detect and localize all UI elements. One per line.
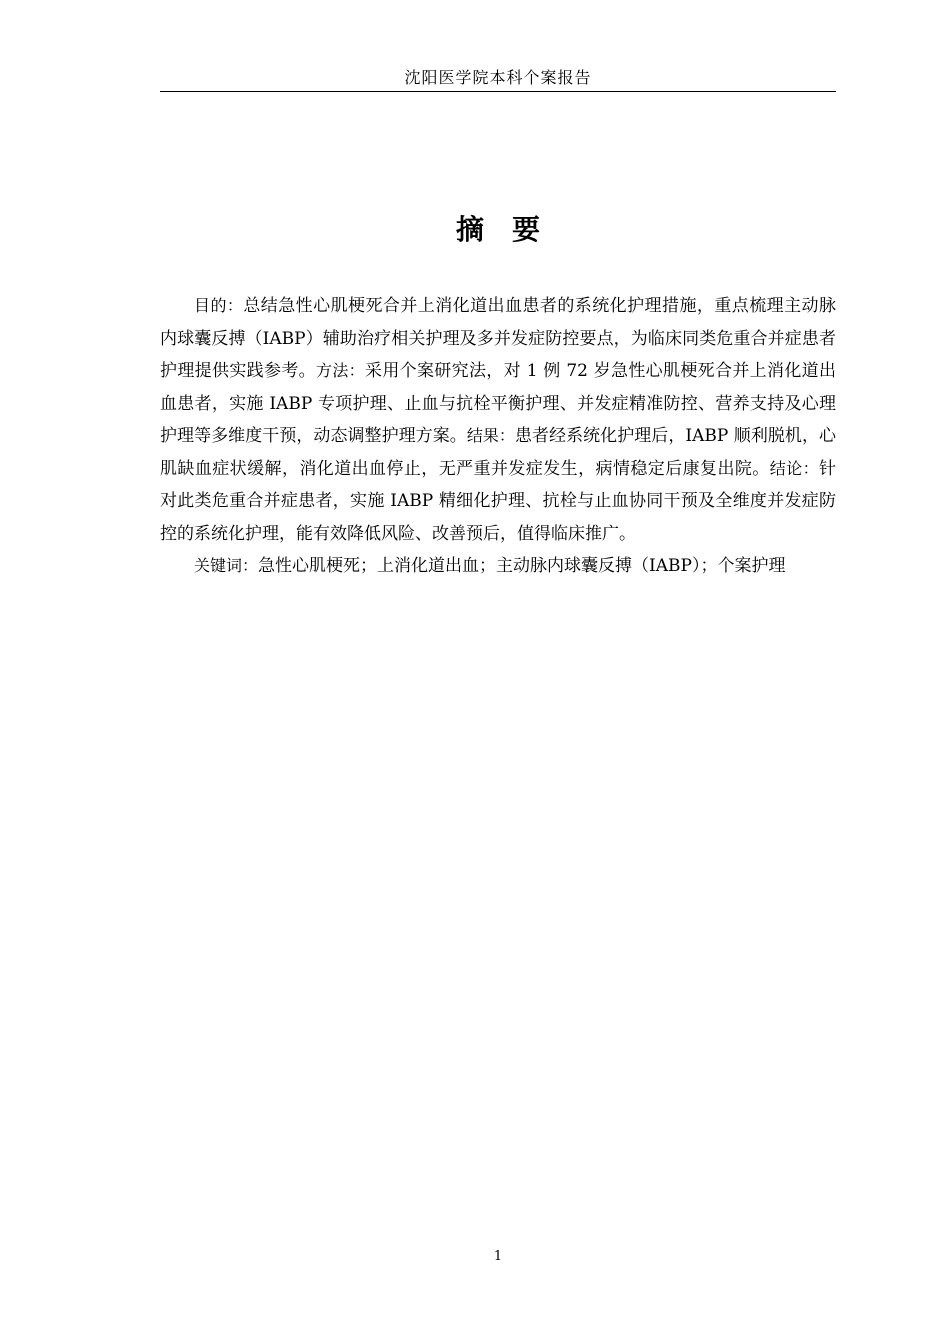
method-text: 采用个案研究法，对 1 例 72 岁急性心肌梗死合并上消化道出血患者，实施 IABP 专项护理、止血与抗栓平衡护理、并发症精准防控、营养支持及心理护理等多维度干预，动态调整护理方案。 [160,361,836,446]
abstract-title-right: 要 [512,213,541,246]
result-label: 结果： [466,426,515,445]
abstract-title [160,210,836,250]
keywords-label: 关键词： [194,556,259,575]
objective-text: 总结急性心肌梗死合并上消化道出血患者的系统化护理措施，重点梳理主动脉内球囊反搏（IABP）辅助治疗相关护理及多并发症防控要点，为临床同类危重合并症患者护理提供实践参考。 [160,296,836,381]
result-text: 患者经系统化护理后，IABP 顺利脱机，心肌缺血症状缓解，消化道出血停止，无严重并发症发生，病情稳定后康复出院。 [160,426,836,479]
page-number: 1 [493,1249,503,1264]
method-label: 方法： [315,361,365,380]
keywords-paragraph [160,550,836,583]
conclusion-label: 结论： [769,458,819,478]
conclusion-text: 针对此类危重合并症患者，实施 IABP 精细化护理、抗栓与止血协同干预及全维度并发症防控的系统化护理，能有效降低风险、改善预后，值得临床推广。 [160,458,836,544]
abstract-paragraph [160,290,836,550]
abstract-body [160,290,836,583]
abstract-title-left: 摘 [455,213,484,246]
keywords-text: 急性心肌梗死；上消化道出血；主动脉内球囊反搏（IABP）；个案护理 [258,556,786,576]
objective-label: 目的： [194,296,244,315]
page-header: 沈阳医学院本科个案报告 [404,68,592,87]
header-rule [160,91,836,92]
